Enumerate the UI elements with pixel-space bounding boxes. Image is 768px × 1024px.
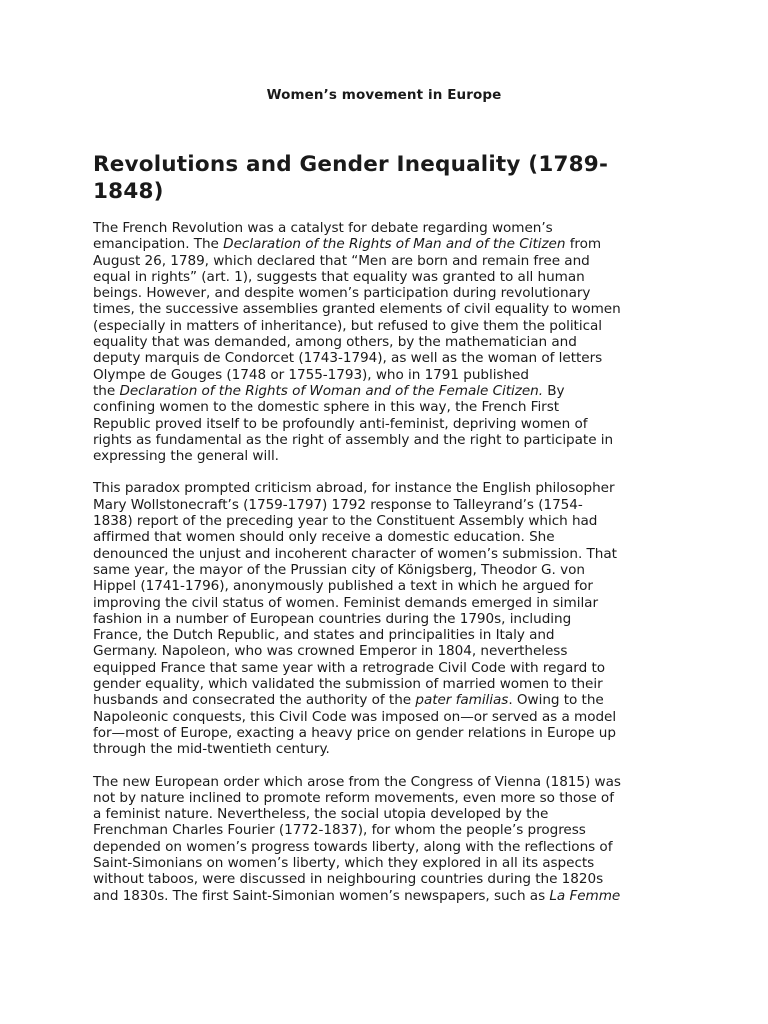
text-line [93, 643, 681, 659]
text-run: . Owing to the [508, 692, 604, 709]
text-run: times, the successive assemblies granted elements of civil equality to women [93, 301, 621, 318]
text-run: Germany. Napoleon, who was crowned Emperor in 1804, nevertheless [93, 643, 568, 660]
text-line [93, 529, 681, 545]
text-run: Republic proved itself to be profoundly anti-feminist, depriving women of [93, 415, 588, 432]
text-line [93, 676, 681, 692]
text-line [93, 480, 681, 496]
title-line-2: 1848) [93, 179, 164, 204]
text-run: equipped France that same year with a retrograde Civil Code with regard to [93, 659, 605, 676]
text-line [93, 725, 681, 741]
text-run: deputy marquis de Condorcet (1743-1794), as well as the woman of letters [93, 350, 603, 367]
text-line [93, 871, 681, 887]
text-line [93, 741, 681, 757]
text-run: 1838) report of the preceding year to the Constituent Assembly which had [93, 513, 598, 530]
text-line [93, 253, 681, 269]
text-run: This paradox prompted criticism abroad, for instance the English philosopher [93, 480, 615, 497]
text-run: fashion in a number of European countries during the 1790s, including [93, 610, 572, 627]
text-run: rights as fundamental as the right of assembly and the right to participate in [93, 431, 614, 448]
text-run: The French Revolution was a catalyst for debate regarding women’s [93, 220, 553, 236]
text-run: improving the civil status of women. Feminist demands emerged in similar [93, 594, 598, 611]
text-line [93, 855, 681, 871]
text-run: expressing the general will. [93, 448, 279, 465]
paragraph-1 [93, 220, 681, 464]
text-run: By [543, 382, 565, 399]
italic-title: La Femme [549, 887, 621, 904]
text-line [93, 790, 681, 806]
text-run: equal in rights” (art. 1), suggests that equality was granted to all human [93, 268, 585, 285]
text-line [93, 888, 681, 904]
text-line [93, 709, 681, 725]
text-line [93, 611, 681, 627]
text-line [93, 578, 681, 594]
text-run: equality that was demanded, among others, by the mathematician and [93, 334, 577, 351]
text-run: affirmed that women should only receive a domestic education. She [93, 529, 555, 546]
italic-title: Declaration of the Rights of Man and of the Citizen [223, 236, 566, 253]
text-run: from [565, 236, 602, 253]
text-run: (especially in matters of inheritance), but refused to give them the political [93, 317, 602, 334]
document-header: Women’s movement in Europe [266, 87, 502, 103]
text-line [93, 269, 681, 285]
page-title [93, 151, 653, 205]
text-run: emancipation. The [93, 236, 224, 253]
text-run: Saint-Simonians on women’s liberty, which they explored in all its aspects [93, 854, 595, 871]
text-run: The new European order which arose from the Congress of Vienna (1815) was [93, 773, 621, 790]
text-run: Hippel (1741-1796), anonymously published a text in which he argued for [93, 578, 593, 595]
text-line [93, 383, 681, 399]
text-line [93, 399, 681, 415]
text-run: beings. However, and despite women’s participation during revolutionary [93, 285, 591, 302]
paragraph-3 [93, 774, 681, 904]
text-line [93, 301, 681, 317]
text-line [93, 822, 681, 838]
text-line [93, 416, 681, 432]
text-run: not by nature inclined to promote reform movements, even more so those of [93, 789, 614, 806]
text-line [93, 318, 681, 334]
text-line [93, 497, 681, 513]
title-line-1: Revolutions and Gender Inequality (1789- [93, 152, 609, 177]
text-run: France, the Dutch Republic, and states and principalities in Italy and [93, 627, 555, 644]
text-run: through the mid-twentieth century. [93, 741, 330, 758]
italic-title: Declaration of the Rights of Woman and of the Female Citizen. [119, 382, 543, 399]
text-line [93, 839, 681, 855]
text-run: a feminist nature. Nevertheless, the social utopia developed by the [93, 806, 549, 823]
text-run: the [93, 382, 120, 399]
text-run: Mary Wollstonecraft’s (1759-1797) 1792 response to Talleyrand’s (1754- [93, 496, 583, 513]
text-run: and 1830s. The first Saint-Simonian women’s newspapers, such as [93, 887, 550, 904]
text-run: confining women to the domestic sphere in this way, the French First [93, 399, 560, 416]
text-run: August 26, 1789, which declared that “Men are born and remain free and [93, 252, 590, 269]
paragraph-2 [93, 480, 681, 757]
text-line [93, 774, 681, 790]
text-line [93, 350, 681, 366]
text-line [93, 595, 681, 611]
text-line [93, 546, 681, 562]
italic-title: pater familias [415, 692, 509, 709]
text-line [93, 285, 681, 301]
text-line [93, 236, 681, 252]
text-line [93, 448, 681, 464]
text-line [93, 334, 681, 350]
text-run: same year, the mayor of the Prussian city of Königsberg, Theodor G. von [93, 561, 585, 578]
text-line [93, 432, 681, 448]
text-line [93, 806, 681, 822]
text-line [93, 513, 681, 529]
text-run: Napoleonic conquests, this Civil Code was imposed on—or served as a model [93, 708, 617, 725]
text-run: Frenchman Charles Fourier (1772-1837), for whom the people’s progress [93, 822, 586, 839]
article-body [93, 220, 681, 920]
text-run: gender equality, which validated the submission of married women to their [93, 676, 603, 693]
text-run: for—most of Europe, exacting a heavy price on gender relations in Europe up [93, 724, 616, 741]
text-line [93, 220, 681, 236]
text-line [93, 660, 681, 676]
text-line [93, 562, 681, 578]
text-run: husbands and consecrated the authority of the [93, 692, 416, 709]
text-run: denounced the unjust and incoherent character of women’s submission. That [93, 545, 617, 562]
text-run: without taboos, were discussed in neighbouring countries during the 1820s [93, 871, 604, 888]
text-run: depended on women’s progress towards liberty, along with the reflections of [93, 838, 613, 855]
text-run: Olympe de Gouges (1748 or 1755-1793), who in 1791 published [93, 366, 529, 383]
text-line [93, 627, 681, 643]
text-line [93, 367, 681, 383]
text-line [93, 692, 681, 708]
